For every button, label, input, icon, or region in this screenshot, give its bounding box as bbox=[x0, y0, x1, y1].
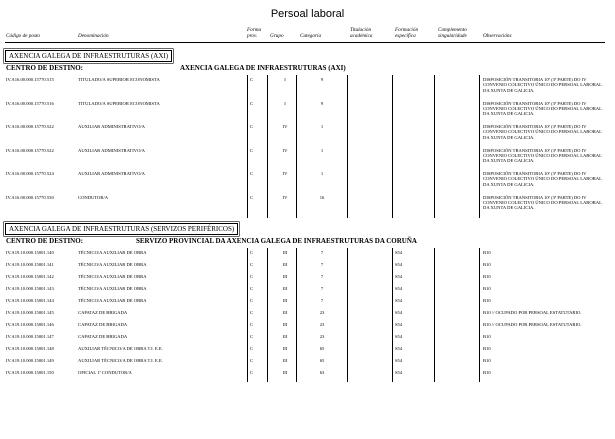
cell-grupo: III bbox=[282, 310, 288, 315]
cell-obs: B10 bbox=[483, 286, 491, 291]
cell-denominacion: AUXILIAR ADMINISTRATIVO/A bbox=[78, 171, 145, 176]
cell-grupo: IV bbox=[282, 124, 288, 129]
cell-categoria: 9 bbox=[320, 100, 324, 106]
cell-codigo: IV.A19.10.000.15001.143 bbox=[6, 286, 54, 291]
cell-obs: B10 bbox=[483, 346, 491, 351]
cell-forma: C bbox=[250, 370, 254, 375]
cell-denominacion: CONDUTOR/A bbox=[78, 194, 109, 200]
cell-categoria: 1 bbox=[320, 147, 324, 153]
cell-forma: C bbox=[250, 77, 254, 82]
cell-formacion: S54 bbox=[395, 358, 403, 363]
cell-forma: C bbox=[250, 262, 254, 267]
column-divider bbox=[434, 75, 435, 218]
cell-forma: C bbox=[250, 310, 254, 315]
cell-grupo: IV bbox=[282, 171, 288, 176]
cell-obs: B10 bbox=[483, 262, 491, 267]
column-divider bbox=[347, 248, 348, 382]
cell-categoria: 23 bbox=[319, 334, 325, 339]
cell-codigo: IV.A19.10.000.15001.150 bbox=[6, 370, 54, 375]
column-divider bbox=[479, 248, 480, 382]
header-denominacion: Denominación bbox=[78, 33, 109, 39]
cell-formacion: S54 bbox=[395, 370, 403, 375]
cell-codigo: IV.A19.10.000.15001.148 bbox=[6, 346, 54, 351]
cell-formacion: S54 bbox=[395, 322, 403, 327]
header-categoria: Categoría bbox=[300, 33, 322, 39]
header-formacion: Formación específica bbox=[395, 27, 419, 39]
cell-grupo: III bbox=[282, 250, 288, 255]
column-divider bbox=[479, 75, 480, 218]
cell-categoria: 16 bbox=[319, 194, 325, 200]
cell-obs: B10 bbox=[483, 274, 491, 279]
cell-codigo: IV.A19.10.000.15001.145 bbox=[6, 310, 54, 315]
section1-centro-name: AXENCIA GALEGA DE INFRAESTRUTURAS (AXI) bbox=[180, 64, 346, 72]
header-forma: Forma prov. bbox=[247, 27, 262, 39]
section1-centro-label: CENTRO DE DESTINO: bbox=[6, 64, 84, 72]
cell-forma: C bbox=[250, 147, 254, 153]
column-divider bbox=[392, 75, 393, 218]
cell-grupo: III bbox=[282, 274, 288, 279]
cell-denominacion: AUXILIAR TÉCNICO/A DE OBRA T.I. E.E. bbox=[78, 346, 163, 351]
cell-forma: C bbox=[250, 124, 254, 129]
cell-forma: C bbox=[250, 100, 254, 106]
header-observacions: Observacións bbox=[483, 33, 512, 39]
cell-denominacion: CAPATAZ DE BRIGADA bbox=[78, 322, 128, 327]
cell-obs: DISPOSICIÓN TRANSITORIA 10ª (3ª PARTE) DO IV CONVENIO COLECTIVO ÚNICO DO PERSOAL LABORAL DA XUNTA DE GALICIA. bbox=[483, 77, 602, 93]
section2-centro-name: SERVIZO PROVINCIAL DA AXENCIA GALEGA DE INFRAESTRUTURAS DA CORUÑA bbox=[136, 237, 417, 245]
cell-codigo: IV.A19.10.000.15001.144 bbox=[6, 298, 54, 303]
cell-codigo: IV.A16.00.000.15770.524 bbox=[6, 171, 54, 176]
cell-codigo: IV.A19.10.000.15001.141 bbox=[6, 262, 54, 267]
cell-obs: DISPOSICIÓN TRANSITORIA 10ª (3ª PARTE) DO IV CONVENIO COLECTIVO ÚNICO DO PERSOAL LABORAL DA XUNTA DE GALICIA. bbox=[483, 124, 602, 140]
cell-denominacion: TÉCNICO/A AUXILIAR DE OBRA bbox=[78, 250, 147, 255]
cell-categoria: 7 bbox=[320, 298, 324, 303]
cell-formacion: S54 bbox=[395, 274, 403, 279]
cell-formacion: S54 bbox=[395, 310, 403, 315]
cell-codigo: IV.A19.10.000.15001.140 bbox=[6, 250, 54, 255]
cell-forma: C bbox=[250, 274, 254, 279]
cell-forma: C bbox=[250, 171, 254, 176]
cell-categoria: 7 bbox=[320, 262, 324, 267]
cell-denominacion: TÉCNICO/A AUXILIAR DE OBRA bbox=[78, 298, 147, 303]
cell-categoria: 7 bbox=[320, 286, 324, 291]
cell-categoria: 23 bbox=[319, 322, 325, 327]
cell-obs: DISPOSICIÓN TRANSITORIA 10ª (3ª PARTE) DO IV CONVENIO COLECTIVO ÚNICO DO PERSOAL LABORAL DA XUNTA DE GALICIA. bbox=[483, 147, 602, 164]
column-divider bbox=[296, 248, 297, 382]
cell-grupo: III bbox=[282, 286, 288, 291]
cell-denominacion: TÉCNICO/A AUXILIAR DE OBRA bbox=[78, 286, 147, 291]
cell-obs: B10 bbox=[483, 298, 491, 303]
cell-forma: C bbox=[250, 286, 254, 291]
cell-denominacion: AUXILIAR ADMINISTRATIVO/A bbox=[78, 124, 145, 129]
cell-obs: B10 // OCUPADO POR PERSOAL ESTATUTARIO. bbox=[483, 322, 582, 327]
cell-grupo: III bbox=[282, 334, 288, 339]
cell-categoria: 23 bbox=[319, 310, 325, 315]
cell-obs: B10 bbox=[483, 334, 491, 339]
page-title: Persoal laboral bbox=[270, 8, 345, 20]
cell-denominacion: AUXILIAR TÉCNICO/A DE OBRA T.I. E.E. bbox=[78, 358, 163, 363]
cell-grupo: III bbox=[282, 322, 288, 327]
section2-centro-label: CENTRO DE DESTINO: bbox=[6, 237, 84, 245]
header-titulacion: Titulación académica bbox=[350, 27, 373, 39]
cell-forma: C bbox=[250, 250, 254, 255]
column-divider bbox=[347, 75, 348, 218]
column-divider bbox=[296, 75, 297, 218]
column-divider bbox=[434, 248, 435, 382]
cell-obs: DISPOSICIÓN TRANSITORIA 10ª (3ª PARTE) DO IV CONVENIO COLECTIVO ÚNICO DO PERSOAL LABORAL DA XUNTA DE GALICIA. bbox=[483, 194, 602, 211]
cell-formacion: S54 bbox=[395, 286, 403, 291]
header-codigo: Código de posto bbox=[6, 33, 41, 39]
cell-categoria: 1 bbox=[320, 124, 324, 129]
cell-forma: C bbox=[250, 334, 254, 339]
column-divider bbox=[267, 75, 268, 218]
cell-grupo: III bbox=[282, 346, 288, 351]
cell-codigo: IV.A19.10.000.15001.146 bbox=[6, 322, 54, 327]
cell-categoria: 65 bbox=[319, 358, 325, 363]
header-grupo: Grupo bbox=[270, 33, 284, 39]
section2-org-box: AXENCIA GALEGA DE INFRAESTRUTURAS (SERVIZOS PERIFÉRICOS) bbox=[5, 223, 238, 235]
cell-obs: B10 bbox=[483, 358, 491, 363]
cell-grupo: I bbox=[284, 100, 286, 106]
cell-denominacion: TÉCNICO/A AUXILIAR DE OBRA bbox=[78, 274, 147, 279]
cell-grupo: I bbox=[284, 77, 286, 82]
cell-formacion: S54 bbox=[395, 334, 403, 339]
cell-grupo: III bbox=[282, 370, 288, 375]
cell-obs: DISPOSICIÓN TRANSITORIA 10ª (3ª PARTE) DO IV CONVENIO COLECTIVO ÚNICO DO PERSOAL LABORAL DA XUNTA DE GALICIA. bbox=[483, 100, 602, 117]
cell-categoria: 63 bbox=[319, 370, 325, 375]
cell-formacion: S54 bbox=[395, 298, 403, 303]
cell-grupo: III bbox=[282, 358, 288, 363]
cell-grupo: IV bbox=[282, 194, 288, 200]
cell-forma: C bbox=[250, 298, 254, 303]
cell-codigo: IV.A16.00.000.15770.516 bbox=[6, 100, 54, 106]
cell-denominacion: CAPATAZ DE BRIGADA bbox=[78, 334, 128, 339]
cell-denominacion: TÉCNICO/A AUXILIAR DE OBRA bbox=[78, 262, 147, 267]
cell-categoria: 65 bbox=[319, 346, 325, 351]
cell-categoria: 7 bbox=[320, 274, 324, 279]
cell-formacion: S54 bbox=[395, 250, 403, 255]
cell-forma: C bbox=[250, 358, 254, 363]
cell-obs: B10 bbox=[483, 250, 491, 255]
cell-forma: C bbox=[250, 346, 254, 351]
cell-categoria: 7 bbox=[320, 250, 324, 255]
cell-codigo: IV.A19.10.000.15001.147 bbox=[6, 334, 54, 339]
cell-obs: B10 // OCUPADO POR PERSOAL ESTATUTARIO. bbox=[483, 310, 582, 315]
column-divider bbox=[247, 75, 248, 218]
cell-denominacion: OFICIAL 1ª CONDUTOR/A bbox=[78, 370, 132, 375]
column-divider bbox=[247, 248, 248, 382]
cell-denominacion: CAPATAZ DE BRIGADA bbox=[78, 310, 128, 315]
cell-categoria: 9 bbox=[320, 77, 324, 82]
cell-obs: B10 bbox=[483, 370, 491, 375]
cell-forma: C bbox=[250, 194, 254, 200]
column-divider bbox=[267, 248, 268, 382]
cell-codigo: IV.A19.10.000.15001.149 bbox=[6, 358, 54, 363]
cell-codigo: IV.A16.00.000.15770.522 bbox=[6, 147, 54, 153]
section1-org-box: AXENCIA GALEGA DE INFRAESTRUTURAS (AXI) bbox=[5, 50, 172, 62]
cell-codigo: IV.A16.00.000.15770.515 bbox=[6, 77, 54, 82]
header-complemento: Complemento singularidade bbox=[438, 27, 467, 39]
cell-obs: DISPOSICIÓN TRANSITORIA 10ª (3ª PARTE) DO IV CONVENIO COLECTIVO ÚNICO DO PERSOAL LABORAL DA XUNTA DE GALICIA. bbox=[483, 171, 602, 187]
cell-codigo: IV.A19.10.000.15001.142 bbox=[6, 274, 54, 279]
column-divider bbox=[392, 248, 393, 382]
cell-codigo: IV.A16.00.000.15770.522 bbox=[6, 124, 54, 129]
cell-grupo: IV bbox=[282, 147, 288, 153]
cell-grupo: III bbox=[282, 262, 288, 267]
cell-formacion: S54 bbox=[395, 262, 403, 267]
cell-forma: C bbox=[250, 322, 254, 327]
cell-denominacion: TITULADO/A SUPERIOR ECONOMISTA bbox=[78, 100, 160, 106]
cell-codigo: IV.A16.00.000.15770.530 bbox=[6, 194, 54, 200]
cell-grupo: III bbox=[282, 298, 288, 303]
cell-denominacion: TITULADO/A SUPERIOR ECONOMISTA bbox=[78, 77, 160, 82]
cell-categoria: 1 bbox=[320, 171, 324, 176]
header-rule bbox=[5, 42, 605, 43]
cell-formacion: S54 bbox=[395, 346, 403, 351]
cell-denominacion: AUXILIAR ADMINISTRATIVO/A bbox=[78, 147, 145, 153]
